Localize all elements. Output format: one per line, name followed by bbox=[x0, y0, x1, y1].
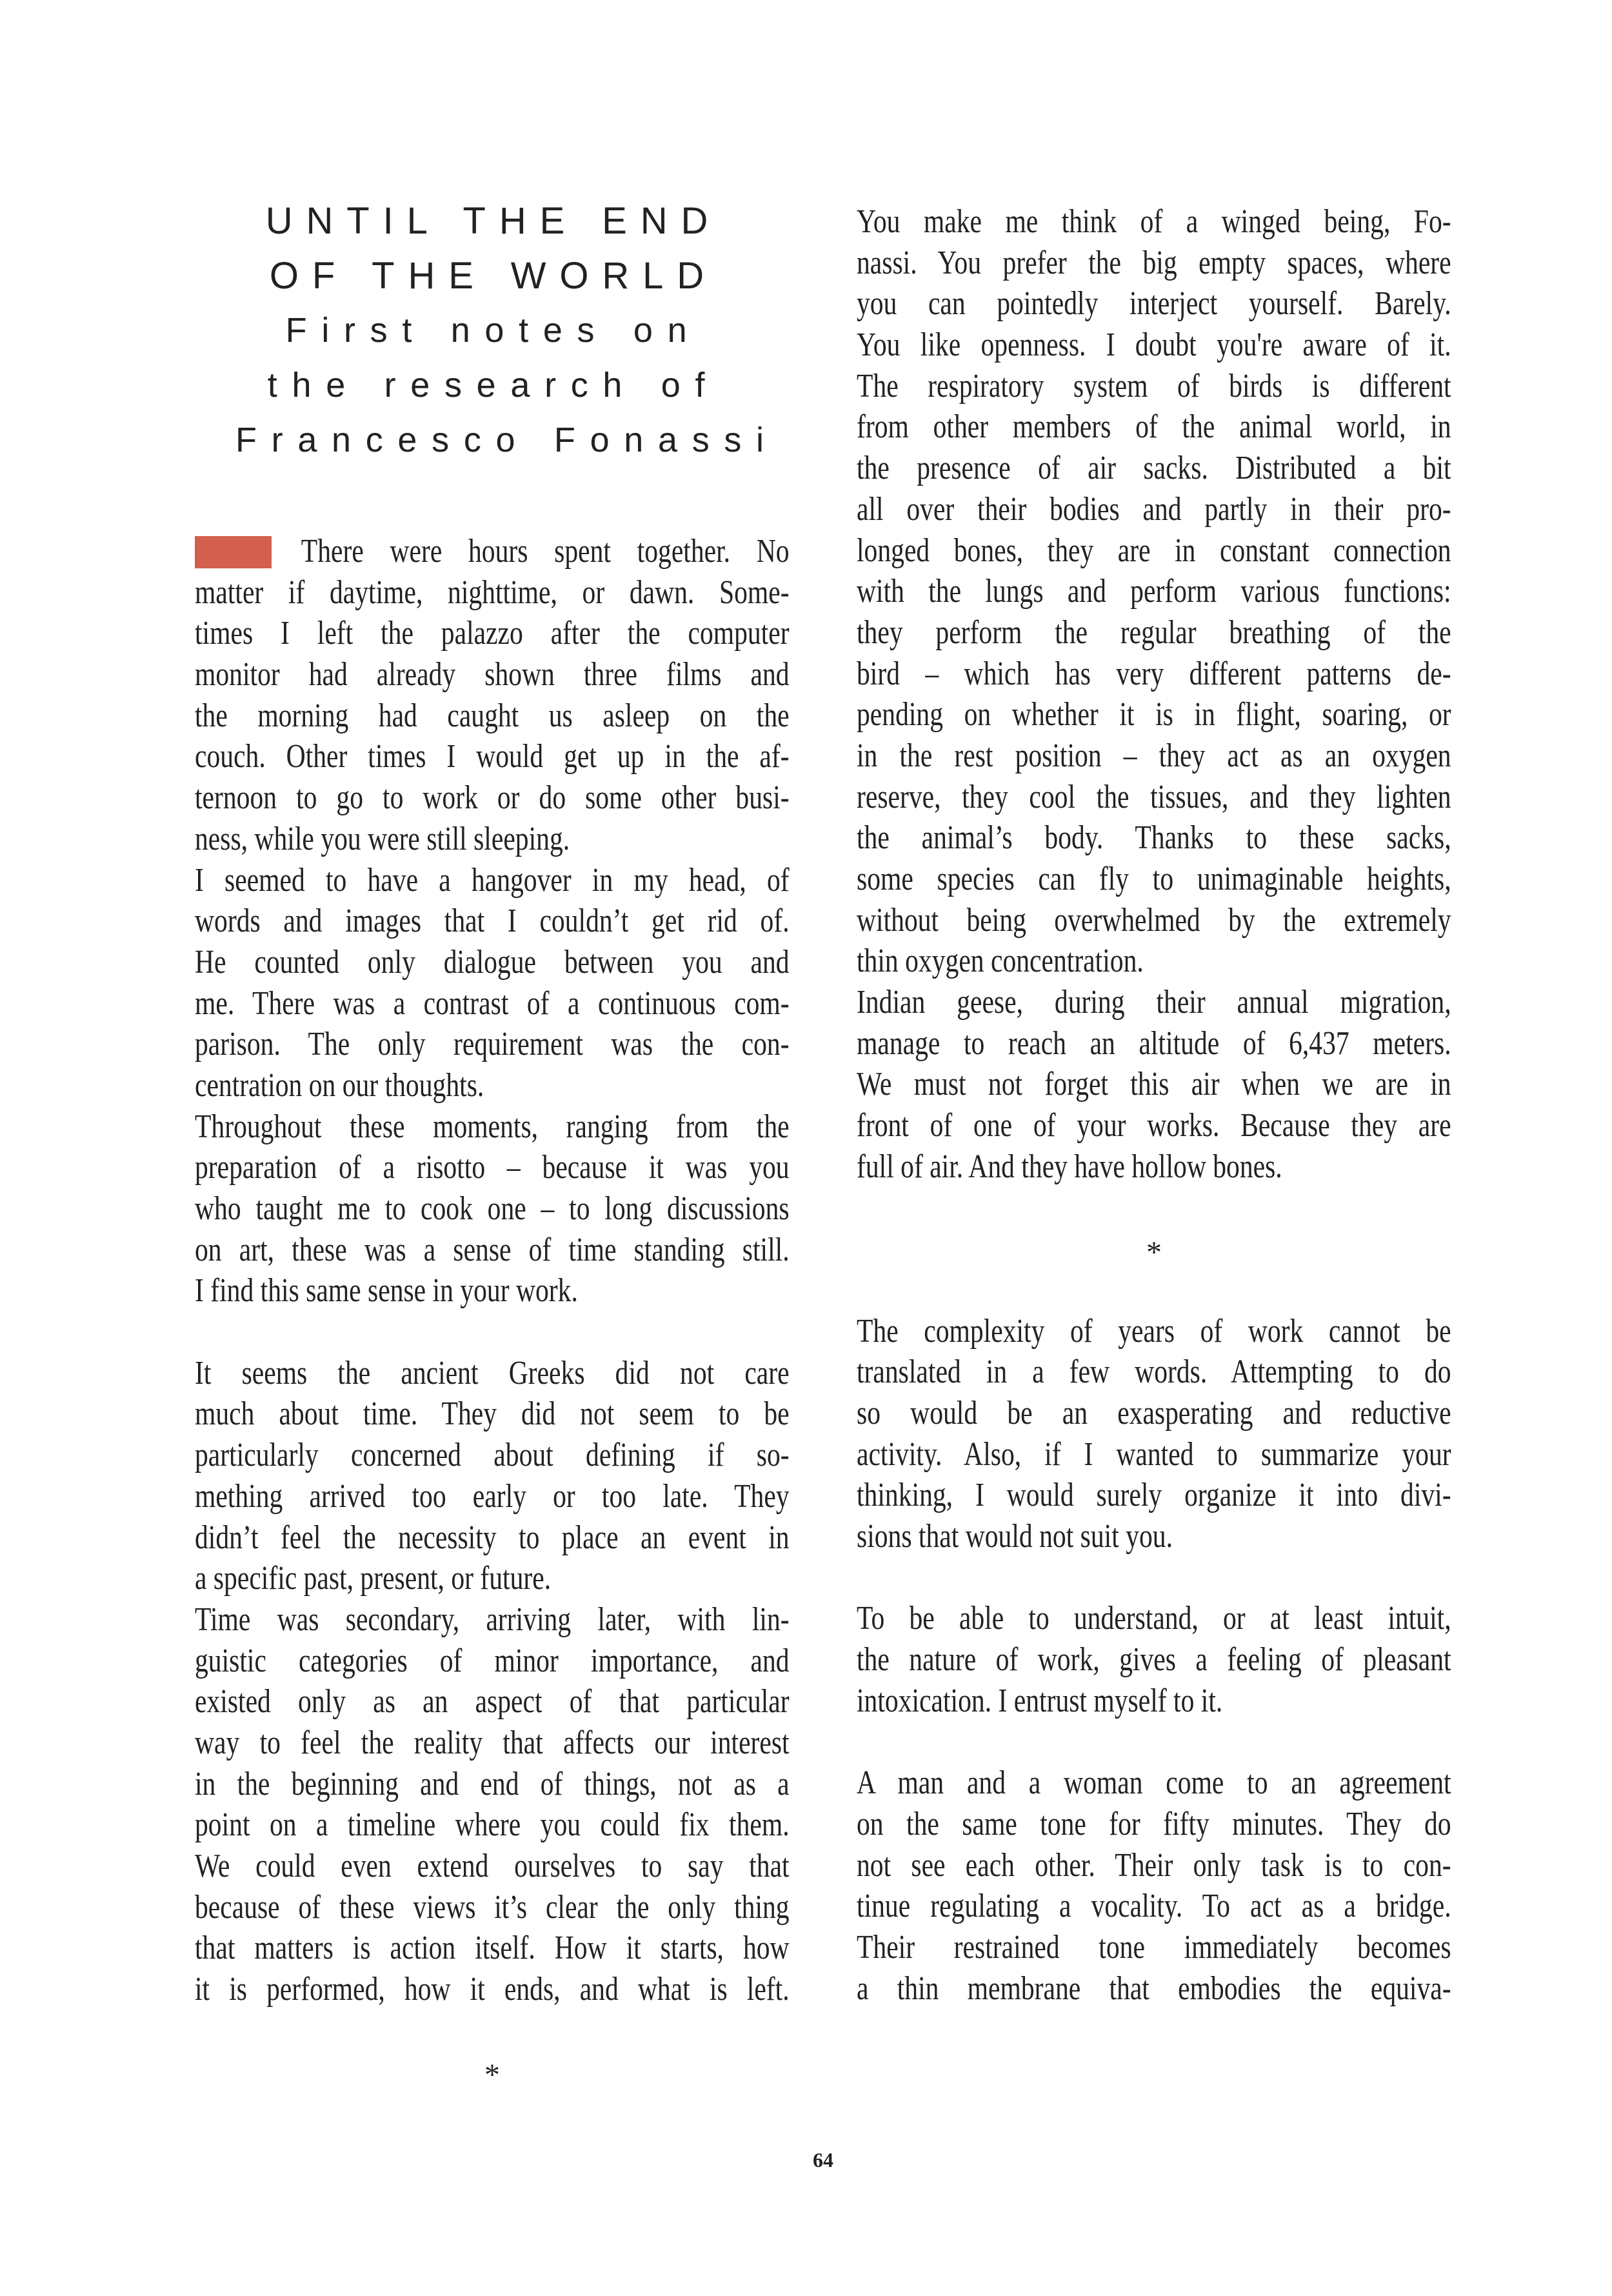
text-line-content: nassi. You prefer the big empty spaces, where bbox=[857, 244, 1451, 281]
text-line-content: A man and a woman come to an agreement bbox=[857, 1764, 1451, 1802]
text-line-content: To be able to understand, or at least intuit, bbox=[857, 1600, 1451, 1637]
text-line-content: without being overwhelmed by the extremely bbox=[857, 901, 1451, 939]
text-line-content: couch. Other times I would get up in the af- bbox=[195, 738, 790, 775]
paragraph-spacer bbox=[857, 1557, 1451, 1599]
text-line-content: He counted only dialogue between you and bbox=[195, 943, 790, 981]
text-line-content: The complexity of years of work cannot be bbox=[857, 1312, 1451, 1350]
text-line bbox=[857, 1393, 1451, 1434]
text-line-content: We must not forget this air when we are in bbox=[857, 1066, 1451, 1103]
text-line-content: the animal’s body. Thanks to these sacks, bbox=[857, 819, 1451, 857]
text-line-content: translated in a few words. Attempting to do bbox=[857, 1353, 1451, 1391]
text-line bbox=[195, 1641, 790, 1682]
text-line-content: You like openness. I doubt you're aware of it. bbox=[857, 326, 1451, 364]
paragraph bbox=[857, 1598, 1451, 1721]
text-line bbox=[857, 324, 1451, 366]
text-line bbox=[195, 1106, 790, 1148]
text-line-content: guistic categories of minor importance, and bbox=[195, 1642, 790, 1679]
text-line bbox=[195, 819, 790, 860]
subtitle-line: First notes on bbox=[285, 311, 702, 350]
text-line bbox=[857, 406, 1451, 448]
text-line bbox=[857, 1762, 1451, 1804]
paragraph bbox=[195, 1353, 790, 1599]
text-line-content: in the rest position – they act as an oxygen bbox=[857, 737, 1451, 774]
text-line bbox=[857, 530, 1451, 572]
text-line-content: the presence of air sacks. Distributed a bit bbox=[857, 450, 1451, 487]
text-line-content: The respiratory system of birds is different bbox=[857, 367, 1451, 404]
text-line bbox=[857, 1023, 1451, 1064]
text-line-content: so would be an exasperating and reductive bbox=[857, 1394, 1451, 1432]
text-line bbox=[195, 1188, 790, 1230]
text-line-content: that matters is action itself. How it starts, how bbox=[195, 1930, 790, 1967]
text-line bbox=[195, 1024, 790, 1065]
text-line bbox=[195, 1599, 790, 1641]
paragraph bbox=[195, 531, 790, 860]
text-line bbox=[857, 1639, 1451, 1681]
paragraph-spacer bbox=[857, 1270, 1451, 1311]
text-line-content: it is performed, how it ends, and what is left. bbox=[195, 1971, 790, 2008]
text-line bbox=[857, 654, 1451, 695]
text-line bbox=[195, 613, 790, 654]
text-line-content: existed only as an aspect of that particular bbox=[195, 1683, 790, 1721]
text-line bbox=[195, 736, 790, 777]
paragraph bbox=[195, 1599, 790, 2010]
text-line bbox=[195, 572, 790, 614]
text-line bbox=[857, 489, 1451, 530]
text-line bbox=[857, 1146, 1451, 1188]
text-line-content: the nature of work, gives a feeling of pleasant bbox=[857, 1641, 1451, 1679]
text-line-content: bird – which has very different patterns de- bbox=[857, 655, 1451, 692]
text-line-content: all over their bodies and partly in their pro- bbox=[857, 490, 1451, 528]
text-line-content: Time was secondary, arriving later, with lin- bbox=[195, 1601, 790, 1638]
text-line-content: activity. Also, if I wanted to summarize your bbox=[857, 1435, 1451, 1473]
subtitle-line: the research of bbox=[267, 366, 720, 404]
paragraph bbox=[857, 1311, 1451, 1557]
paragraph bbox=[857, 1762, 1451, 2009]
text-line bbox=[857, 1968, 1451, 2010]
text-line-content: me. There was a contrast of a continuous com- bbox=[195, 984, 790, 1022]
text-line-content: ternoon to go to work or do some other busi- bbox=[195, 779, 790, 817]
text-line-content: front of one of your works. Because they are bbox=[857, 1107, 1451, 1144]
text-line bbox=[857, 1516, 1451, 1557]
text-line-content: who taught me to cook one – to long discussions bbox=[195, 1190, 790, 1227]
text-line-content: parison. The only requirement was the con- bbox=[195, 1026, 790, 1063]
text-line-content: way to feel the reality that affects our interest bbox=[195, 1724, 790, 1761]
text-line bbox=[195, 1764, 790, 1805]
text-line bbox=[857, 1064, 1451, 1105]
text-line-content: tinue regulating a vocality. To act as a bridge. bbox=[857, 1888, 1451, 1925]
text-line bbox=[195, 1558, 790, 1599]
text-line bbox=[857, 1598, 1451, 1639]
text-line bbox=[857, 859, 1451, 900]
text-line bbox=[857, 900, 1451, 941]
text-line-content: didn’t feel the necessity to place an event in bbox=[195, 1519, 790, 1556]
paragraph-spacer bbox=[857, 1721, 1451, 1762]
text-line bbox=[195, 1065, 790, 1106]
text-line bbox=[857, 1845, 1451, 1886]
text-line-content: because of these views it’s clear the only thing bbox=[195, 1888, 790, 1926]
right-column bbox=[857, 201, 1451, 2009]
text-line-content: You make me think of a winged being, Fo- bbox=[857, 203, 1451, 240]
text-line bbox=[195, 1681, 790, 1722]
text-line-content: monitor had already shown three films and bbox=[195, 656, 790, 694]
paragraph-spacer bbox=[857, 1188, 1451, 1229]
text-line-content: I seemed to have a hangover in my head, of bbox=[195, 861, 790, 899]
text-line bbox=[195, 983, 790, 1024]
text-line bbox=[195, 1969, 790, 2010]
text-line-content: on the same tone for fifty minutes. They do bbox=[857, 1805, 1451, 1842]
text-line bbox=[857, 777, 1451, 818]
text-line bbox=[857, 571, 1451, 612]
paragraph-spacer bbox=[195, 2010, 790, 2051]
text-line-content: you can pointedly interject yourself. Barely. bbox=[857, 285, 1451, 323]
text-line bbox=[195, 1270, 790, 1312]
text-line-content: they perform the regular breathing of the bbox=[857, 614, 1451, 651]
text-line-content: much about time. They did not seem to be bbox=[195, 1395, 790, 1433]
text-line-content: a thin membrane that embodies the equiva- bbox=[857, 1970, 1451, 2007]
text-line bbox=[195, 1435, 790, 1476]
text-line bbox=[857, 1804, 1451, 1845]
text-line bbox=[857, 1105, 1451, 1146]
text-line bbox=[857, 612, 1451, 654]
text-line-content: There were hours spent together. No bbox=[301, 533, 790, 570]
text-line bbox=[857, 735, 1451, 777]
text-line bbox=[195, 777, 790, 819]
text-line bbox=[195, 1846, 790, 1887]
text-line-content: intoxication. I entrust myself to it. bbox=[857, 1682, 1223, 1719]
text-line-content: Indian geese, during their annual migration, bbox=[857, 984, 1451, 1021]
subtitle-line: Francesco Fonassi bbox=[235, 421, 779, 459]
text-line-content: thinking, I would surely organize it into divi- bbox=[857, 1477, 1451, 1514]
text-line bbox=[195, 1887, 790, 1928]
text-line bbox=[857, 1475, 1451, 1516]
text-line-content: sions that would not suit you. bbox=[857, 1518, 1173, 1555]
text-line bbox=[857, 1311, 1451, 1352]
paragraph bbox=[195, 860, 790, 1106]
text-line bbox=[195, 1517, 790, 1559]
text-line-content: some species can fly to unimaginable heights, bbox=[857, 861, 1451, 897]
text-line-content: centration on our thoughts. bbox=[195, 1066, 484, 1104]
article-title bbox=[235, 194, 779, 468]
text-line-content: in the beginning and end of things, not as a bbox=[195, 1765, 790, 1802]
text-line-content: point on a timeline where you could fix them. bbox=[195, 1806, 790, 1844]
text-line bbox=[857, 1927, 1451, 1968]
text-line bbox=[195, 860, 790, 901]
text-line-content: ness, while you were still sleeping. bbox=[195, 820, 570, 857]
text-line bbox=[195, 1804, 790, 1846]
text-line bbox=[857, 243, 1451, 284]
text-line bbox=[857, 1886, 1451, 1927]
text-line-content: words and images that I couldn’t get rid of. bbox=[195, 903, 790, 940]
text-line-content: It seems the ancient Greeks did not care bbox=[195, 1354, 790, 1392]
text-line-content: longed bones, they are in constant connection bbox=[857, 532, 1451, 569]
text-line bbox=[195, 901, 790, 942]
text-line-content: not see each other. Their only task is to con- bbox=[857, 1846, 1451, 1884]
paragraph bbox=[857, 982, 1451, 1187]
section-separator: * bbox=[1146, 1235, 1162, 1270]
text-line bbox=[195, 695, 790, 737]
section-separator: * bbox=[484, 2058, 500, 2093]
paragraph-spacer bbox=[195, 1312, 790, 1353]
text-line bbox=[195, 942, 790, 983]
text-line-content: thin oxygen concentration. bbox=[857, 943, 1144, 980]
text-line-content: Throughout these moments, ranging from the bbox=[195, 1108, 790, 1145]
text-line bbox=[857, 201, 1451, 243]
text-line bbox=[195, 1722, 790, 1764]
page-number: 64 bbox=[813, 2148, 833, 2171]
text-line bbox=[857, 1352, 1451, 1393]
title-line: OF THE WORLD bbox=[269, 255, 718, 297]
left-column bbox=[195, 531, 790, 2092]
text-line-content: I find this same sense in your work. bbox=[195, 1272, 578, 1310]
text-line-content: pending on whether it is in flight, soaring, or bbox=[857, 696, 1451, 734]
text-line-content: from other members of the animal world, in bbox=[857, 408, 1451, 446]
text-line bbox=[195, 1393, 790, 1435]
text-line bbox=[857, 941, 1451, 982]
text-line-content: particularly concerned about defining if so- bbox=[195, 1437, 790, 1474]
text-line-content: a specific past, present, or future. bbox=[195, 1560, 552, 1597]
text-line bbox=[857, 982, 1451, 1023]
text-line bbox=[857, 694, 1451, 735]
text-line bbox=[857, 1681, 1451, 1722]
text-line-content: We could even extend ourselves to say that bbox=[195, 1848, 790, 1884]
text-line-content: reserve, they cool the tissues, and they lighten bbox=[857, 778, 1451, 815]
text-line-content: full of air. And they have hollow bones. bbox=[857, 1148, 1282, 1185]
text-line-content: matter if daytime, nighttime, or dawn. Some- bbox=[195, 574, 790, 611]
text-line bbox=[195, 1147, 790, 1188]
text-line bbox=[195, 654, 790, 695]
text-line bbox=[857, 448, 1451, 489]
text-line bbox=[195, 1928, 790, 1969]
text-line bbox=[195, 531, 790, 572]
text-line bbox=[195, 1230, 790, 1271]
text-line-content: preparation of a risotto – because it was you bbox=[195, 1149, 790, 1186]
paragraph bbox=[195, 1106, 790, 1312]
paragraph bbox=[857, 201, 1451, 982]
text-line bbox=[857, 283, 1451, 324]
text-line bbox=[857, 1434, 1451, 1475]
title-line: UNTIL THE END bbox=[265, 200, 722, 242]
text-line bbox=[857, 817, 1451, 859]
text-line-content: times I left the palazzo after the computer bbox=[195, 615, 790, 652]
text-line-content: Their restrained tone immediately becomes bbox=[857, 1928, 1451, 1966]
text-line-content: on art, these was a sense of time standing still. bbox=[195, 1231, 790, 1268]
text-line-content: the morning had caught us asleep on the bbox=[195, 697, 790, 734]
text-line bbox=[857, 366, 1451, 407]
text-line-content: with the lungs and perform various functions: bbox=[857, 573, 1451, 610]
text-line-content: manage to reach an altitude of 6,437 meters. bbox=[857, 1024, 1451, 1062]
text-line bbox=[195, 1476, 790, 1517]
text-line-content: mething arrived too early or too late. They bbox=[195, 1477, 790, 1515]
text-line bbox=[195, 1353, 790, 1394]
